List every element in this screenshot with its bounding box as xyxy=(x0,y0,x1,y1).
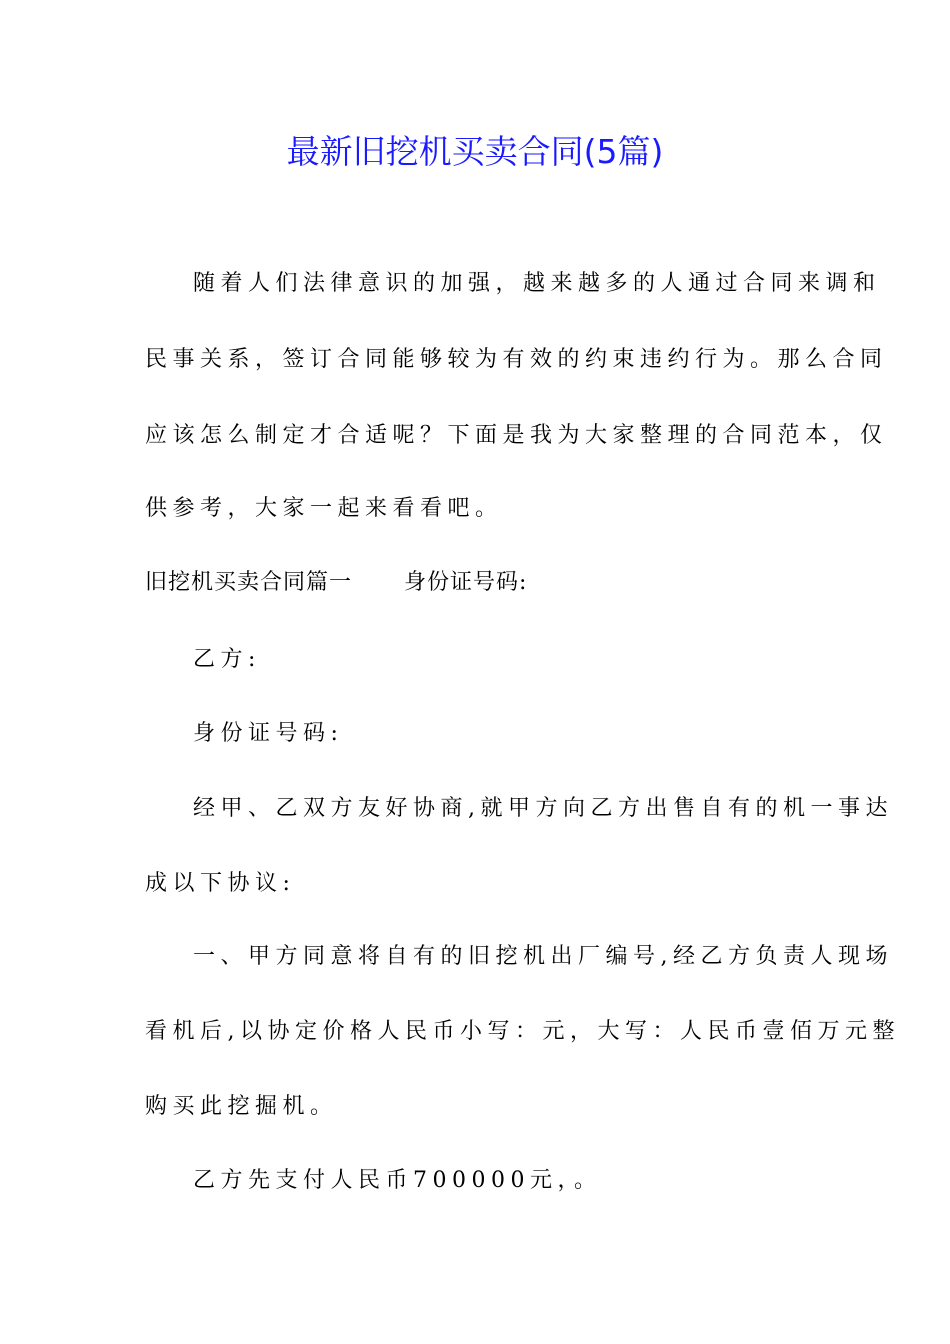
intro-line-2: 民事关系，签订合同能够较为有效的约束违约行为。那么合同 xyxy=(145,347,888,372)
section-heading-row xyxy=(145,568,810,598)
clause-one-line-3: 购买此挖掘机。 xyxy=(145,1094,338,1119)
clause-one-line-1: 一、甲方同意将自有的旧挖机出厂编号,经乙方负责人现场 xyxy=(193,944,893,969)
agreement-line-1: 经甲、乙双方友好协商,就甲方向乙方出售自有的机一事达 xyxy=(193,796,893,821)
clause-one-line-2: 看机后,以协定价格人民币小写：元，大写：人民币壹佰万元整 xyxy=(145,1019,900,1044)
document-title: 最新旧挖机买卖合同(5篇) xyxy=(286,132,664,171)
party-b-id-label: 身份证号码: xyxy=(193,721,344,746)
intro-line-3: 应该怎么制定才合适呢？下面是我为大家整理的合同范本，仅 xyxy=(145,423,888,448)
party-b-label: 乙方: xyxy=(193,647,261,672)
section-heading-id-label: 身份证号码: xyxy=(404,570,528,595)
payment-line: 乙方先支付人民币700000元，。 xyxy=(193,1168,602,1193)
agreement-line-2: 成以下协议: xyxy=(145,871,296,896)
section-heading: 旧挖机买卖合同篇一 xyxy=(145,570,353,595)
intro-line-4: 供参考，大家一起来看看吧。 xyxy=(145,496,503,521)
intro-line-1: 随着人们法律意识的加强，越来越多的人通过合同来调和 xyxy=(193,271,881,296)
